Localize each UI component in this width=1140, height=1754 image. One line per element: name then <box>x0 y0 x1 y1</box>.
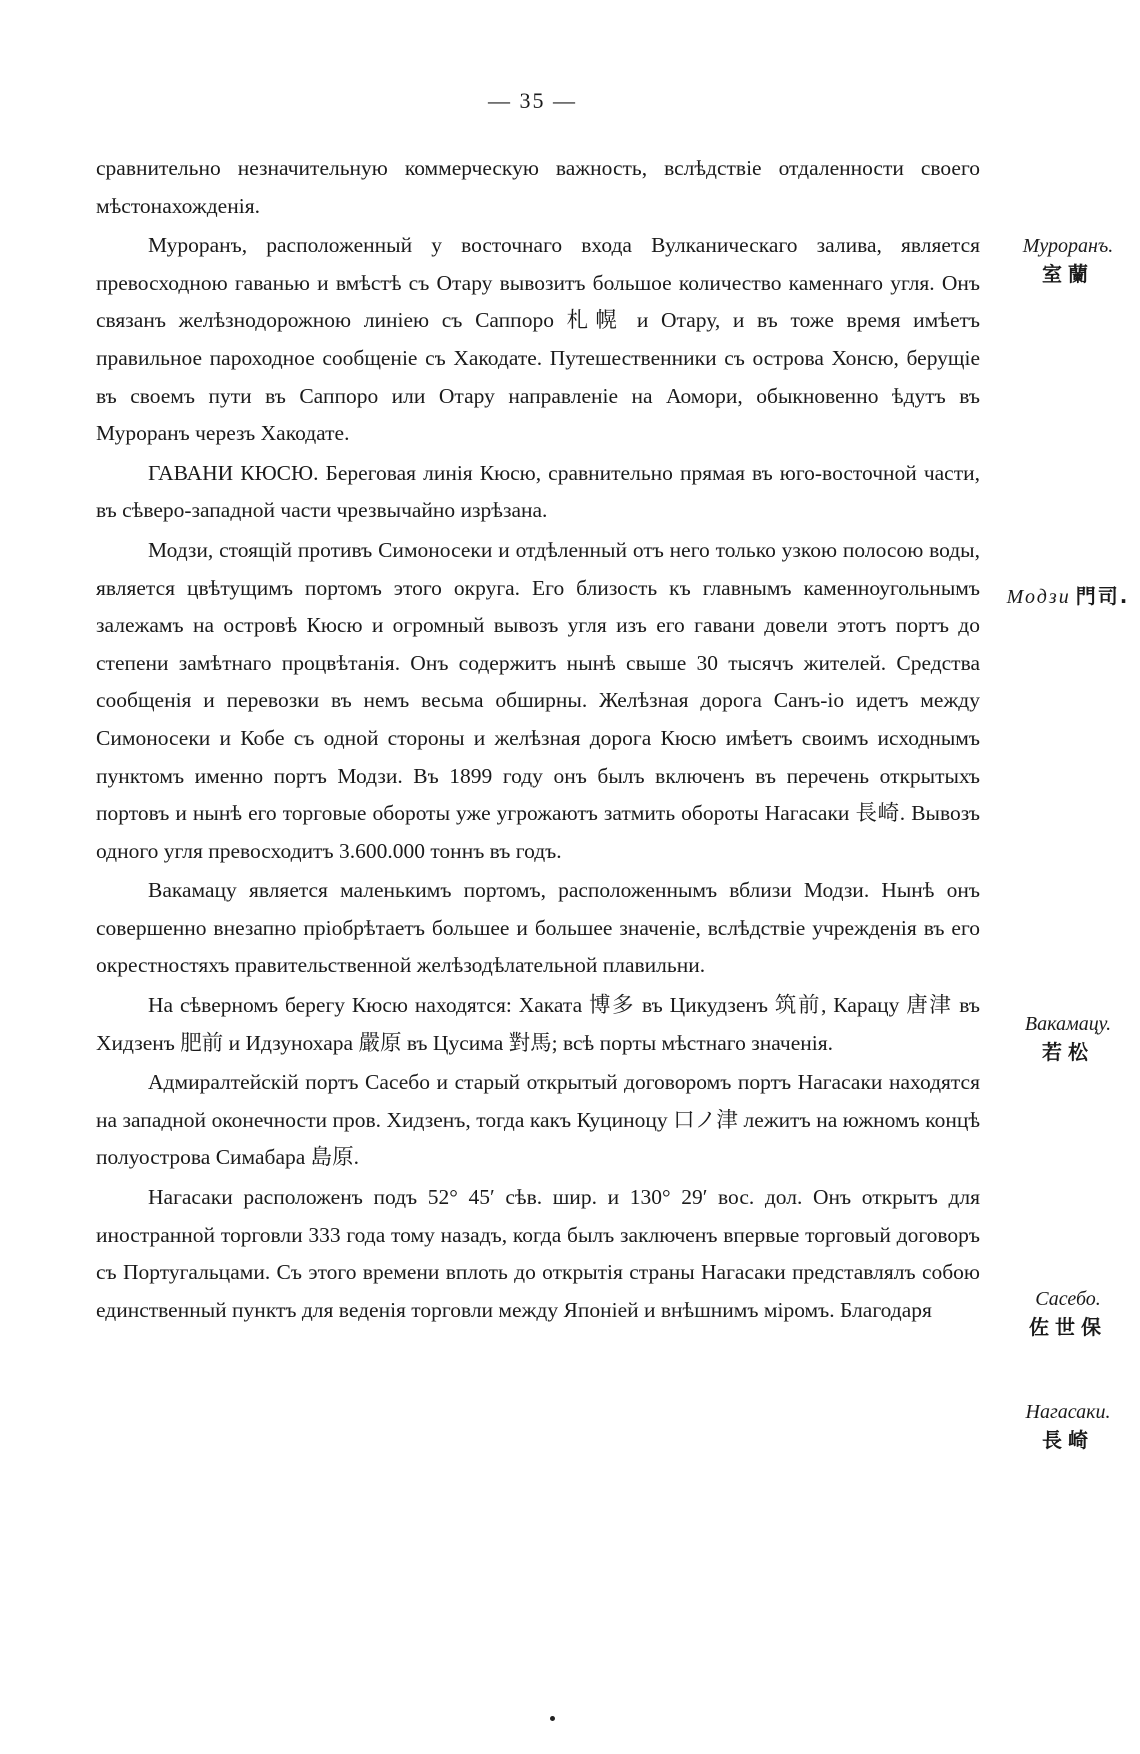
margin-note-kanji: 佐世保 <box>1029 1315 1107 1339</box>
paragraph-modzi: Модзи, стоящій противъ Симоносеки и отдѣленный отъ него только узкою полосою воды, является цвѣтущимъ портомъ этого округа. Его близость къ главнымъ каменноугольнымъ залежамъ на островѣ Кюсю и огромный вывозъ угля изъ его гавани довели этотъ портъ до степени замѣтнаго процвѣтанія. Онъ содержитъ нынѣ свыше 30 тысячъ жителей. Средства сообщенія и перевозки въ немъ весьма обширны. Желѣзная дорога Санъ-іо идетъ между Симоносеки и Кобе съ одной стороны и желѣзная дорога Кюсю имѣетъ своимъ исходнымъ пунктомъ именно портъ Модзи. Въ 1899 году онъ былъ включенъ въ перечень открытыхъ портовъ и нынѣ его торговые обороты уже угрожаютъ затмить обороты Нагасаки 長崎. Вывозъ одного угля превосходитъ 3.600.000 тоннъ въ годъ. <box>96 537 980 863</box>
margin-note-label: Вакамацу. <box>1024 1013 1112 1035</box>
margin-note-nagasaki <box>996 1398 1140 1454</box>
margin-note-kanji: 若松 <box>1042 1040 1094 1064</box>
margin-note-modzi <box>996 582 1140 611</box>
paragraph-sasebo: Адмиралтейскій портъ Сасебо и старый открытый договоромъ портъ Нагасаки находятся на западной оконечности пров. Хидзенъ, тогда какъ Куциноцу 口ノ津 лежитъ на южномъ концѣ полуострова Симабара 島原. <box>96 1070 980 1170</box>
margin-note-sasebo <box>996 1285 1140 1341</box>
paragraph-continuation: сравнительно незначительную коммерческую важность, вслѣдствіе отдаленности своего мѣстонахожденія. <box>96 156 980 218</box>
page-number: — 35 — <box>488 88 577 113</box>
margin-note-label: Модзи <box>1006 586 1071 608</box>
margin-note-kanji: 門司. <box>1075 584 1130 608</box>
body-text <box>96 150 980 1329</box>
paragraph-muroran: Муроранъ, расположенный у восточнаго входа Вулканическаго залива, является превосходною гаванью и вмѣстѣ съ Отару вывозитъ большое количество каменнаго угля. Онъ связанъ желѣзнодорожною линіею съ Саппоро 札幌 и Отару, и въ тоже время имѣетъ правильное пароходное сообщеніе съ Хакодате. Путешественники съ острова Хонсю, берущіе въ своемъ пути въ Саппоро или Отару направленіе на Аомори, обыкновенно ѣдутъ въ Муроранъ черезъ Хакодате. <box>96 233 980 446</box>
margin-note-kanji: 室蘭 <box>1042 262 1094 286</box>
paragraph-kyushu-harbours: ГАВАНИ КЮСЮ. Береговая линія Кюсю, сравнительно прямая въ юго-восточной части, въ сѣверо-западной части чрезвычайно изрѣзана. <box>96 460 980 523</box>
paragraph-wakamatsu: Вакамацу является маленькимъ портомъ, расположеннымъ вблизи Модзи. Нынѣ онъ совершенно внезапно пріобрѣтаетъ большее и большее значеніе, вслѣдствіе учрежденія въ его окрестностяхъ правительственной желѣзодѣлательной плавильни. <box>96 878 980 978</box>
margin-note-label: Сасебо. <box>1035 1288 1101 1310</box>
margin-note-label: Муроранъ. <box>1022 235 1114 257</box>
margin-note-muroran <box>996 232 1140 288</box>
margin-note-wakamatsu <box>996 1010 1140 1066</box>
paragraph-nagasaki: Нагасаки расположенъ подъ 52° 45′ сѣв. шир. и 130° 29′ вос. дол. Онъ открытъ для иностранной торговли 333 года тому назадъ, когда былъ заключенъ впервые торговый договоръ съ Португальцами. Съ этого времени вплоть до открытія страны Нагасаки представлялъ собою единственный пунктъ для веденія торговли между Японіей и внѣшнимъ міромъ. Благодаря <box>96 1185 980 1322</box>
paragraph-north-coast: На сѣверномъ берегу Кюсю находятся: Хаката 博多 въ Цикудзенъ 筑前, Карацу 唐津 въ Хидзенъ 肥前 и Идзунохара 嚴原 въ Цусима 對馬; всѣ порты мѣстнаго значенія. <box>96 993 980 1055</box>
margin-note-label: Нагасаки. <box>1025 1401 1111 1423</box>
print-dot <box>550 1716 555 1721</box>
margin-note-kanji: 長崎 <box>1042 1428 1094 1452</box>
